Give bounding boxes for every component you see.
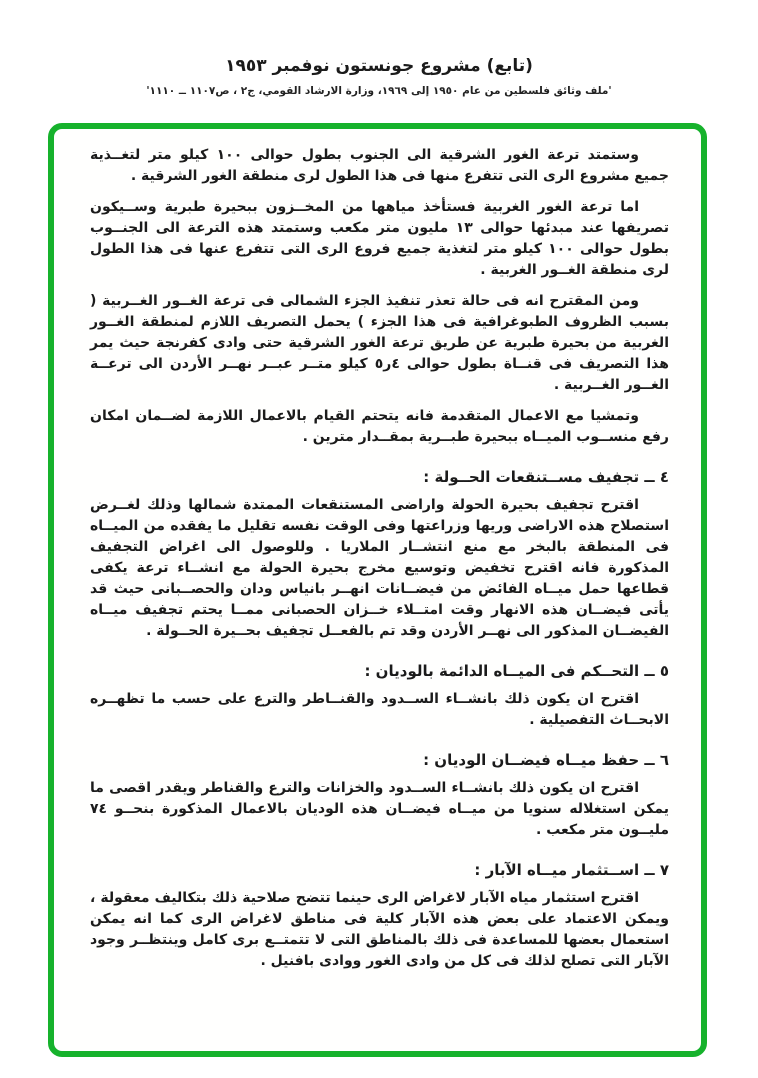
- section-4-heading: ٤ ــ تجفيف مســتنقعات الحــولة :: [423, 468, 669, 486]
- source-citation: 'ملف وثائق فلسطين من عام ١٩٥٠ إلى ١٩٦٩، وزارة الارشاد القومي، ج٢ ، ص١١٠٧ ــ ١١١٠': [146, 85, 612, 97]
- page-header: [0, 56, 758, 97]
- intro-paragraph-1: وستمتد ترعة الغور الشرقية الى الجنوب بطول حوالى ١٠٠ كيلو متر لتغــذية جميع مشروع الرى التى تتفرع منها فى هذا الطول لرى منطقة الغور الشرقية .: [90, 147, 669, 184]
- section-5-body: اقترح ان يكون ذلك بانشــاء الســدود والقنــاطر والترع على حسب ما تظهــره الابحــاث التفصيلية .: [90, 691, 669, 728]
- section-4: [90, 468, 669, 642]
- content-frame: [48, 123, 707, 1057]
- page-title: (تابع) مشروع جونستون نوفمبر ١٩٥٣: [225, 56, 533, 76]
- intro-paragraph-2: اما ترعة الغور الغربية فستأخذ مياهها من المخــزون ببحيرة طبرية وســيكون تصريفها عند مبدئها حوالى ١٣ مليون متر مكعب وستمتد هذه الترعة الى الجنــوب بطول حوالى ١٠٠ كيلو متر لتغذية جميع فروع الرى التى تتفرع عنها فى هذا الطول لرى منطقة الغــور الغربية .: [90, 199, 670, 278]
- section-7: [90, 861, 669, 972]
- section-4-body: اقترح تجفيف بحيرة الحولة واراضى المستنقعات الممتدة شمالها وذلك لغــرض استصلاح هذه الاراضى وريها وزراعتها وفى الوقت نفسه تقليل ما يفقده من الميــاه فى المنطقة بالبخر مع منع انتشــار الملاريا . وللوصول الى اغراض التجفيف المذكورة فانه اقترح تخفيض وتوسيع مخرج بحيرة الحولة مع انشــاء ترعة يكفى قطاعها حمل ميــاه الفائض من فيضــانات انهــر بانياس ودان والحصــبانى حيث قد يأتى فيضــان هذه الانهار وقت امتــلاء خــزان الحصبانى ممــا يحتم تجفيف ميــاه الفيضــان المذكور الى نهــر الأردن وقد تم بالفعــل تجفيف بحــيرة الحــولة .: [90, 497, 669, 639]
- section-7-heading: ٧ ــ اســتثمار ميــاه الآبار :: [474, 861, 669, 879]
- intro-paragraph-4: وتمشيا مع الاعمال المتقدمة فانه يتحتم القيام بالاعمال اللازمة لضــمان امكان رفع منســوب الميــاه ببحيرة طبــرية بمقــدار مترين .: [90, 408, 669, 445]
- section-6-heading: ٦ ــ حفظ ميــاه فيضــان الوديان :: [423, 751, 669, 769]
- section-6: [90, 751, 669, 841]
- section-5-heading: ٥ ــ التحــكم فى الميــاه الدائمة بالوديان :: [364, 662, 669, 680]
- section-7-body: اقترح استثمار مياه الآبار لاغراض الرى حينما تتضح صلاحية ذلك بتكاليف معقولة ، ويمكن الاعتماد على بعض هذه الآبار كلية فى مناطق لاغراض الرى كما انه يمكن استعمال بعضها للمساعدة فى ذلك بالمناطق التى لا تتمتــع برى كامل وينتظــر وجود الآبار التى تصلح لذلك فى كل من وادى الغور ووادى بافنيل .: [90, 890, 669, 969]
- section-6-body: اقترح ان يكون ذلك بانشــاء الســدود والخزانات والترع والقناطر ويقدر اقصى ما يمكن استغلاله سنويا من ميــاه فيضــان هذه الوديان بالاعمال المذكورة بنحــو ٧٤ مليــون متر مكعب .: [90, 780, 669, 838]
- section-5: [90, 662, 669, 731]
- intro-paragraph-3: ومن المقترح انه فى حالة تعذر تنفيذ الجزء الشمالى فى ترعة الغــور الغــربية ( بسبب الظروف الطبوغرافية فى هذا الجزء ) يحمل التصريف اللازم لمنطقة الغــور الغربية من بحيرة طبرية عن طريق ترعة الغور الشرقية حتى وادى كفرنجة حيث يمر هذا التصريف فى قنــاة بطول حوالى ٤ر٥ كيلو متــر عبــر نهــر الأردن الى ترعــة الغــور الغــربية .: [90, 293, 669, 393]
